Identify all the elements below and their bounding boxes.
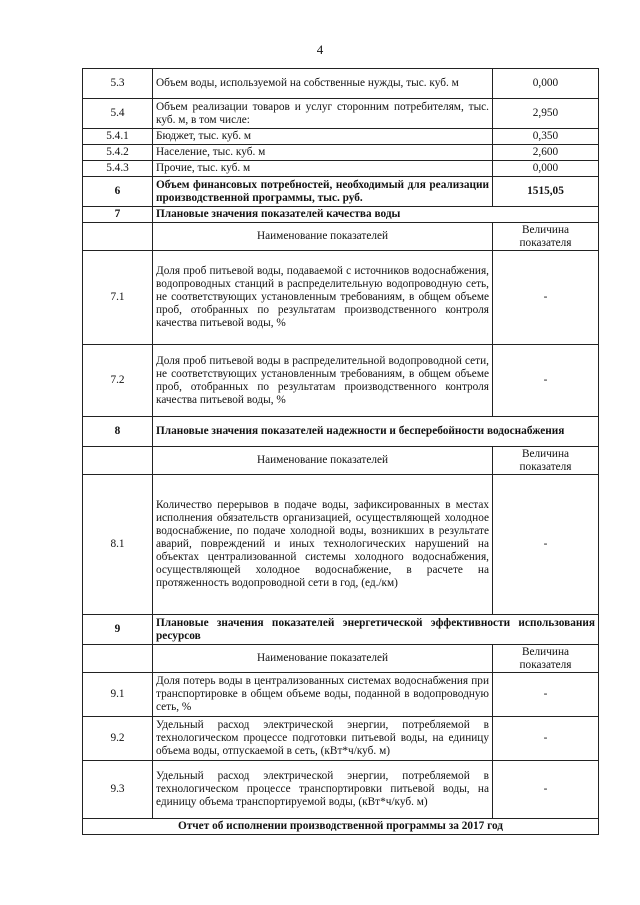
table-row xyxy=(83,99,599,129)
section-title: Плановые значения показателей энергетической эффективности использования ресурсов xyxy=(153,615,599,645)
table-row xyxy=(83,761,599,819)
section-number: 8 xyxy=(83,417,153,447)
table-row xyxy=(83,145,599,161)
row-number: 9.1 xyxy=(83,673,153,717)
section-row xyxy=(83,207,599,223)
row-number: 5.4.1 xyxy=(83,129,153,145)
row-text: Удельный расход электрической энергии, потребляемой в технологическом процессе подготовки питьевой воды, на единицу объема воды, отпускаемой в сеть, (кВт*ч/куб. м) xyxy=(153,717,493,761)
row-value: - xyxy=(493,717,599,761)
row-value: - xyxy=(493,345,599,417)
table-row xyxy=(83,673,599,717)
header-row xyxy=(83,447,599,475)
section-row xyxy=(83,615,599,645)
row-number: 9.2 xyxy=(83,717,153,761)
report-row xyxy=(83,819,599,835)
row-text: Объем реализации товаров и услуг сторонним потребителям, тыс. куб. м, в том числе: xyxy=(153,99,493,129)
row-text: Население, тыс. куб. м xyxy=(153,145,493,161)
section-number: 6 xyxy=(83,177,153,207)
table-row xyxy=(83,251,599,345)
table-row xyxy=(83,345,599,417)
row-text: Прочие, тыс. куб. м xyxy=(153,161,493,177)
row-number: 5.4.3 xyxy=(83,161,153,177)
row-text: Количество перерывов в подаче воды, зафиксированных в местах исполнения обязательств организацией, осуществляющей холодное водоснабжение, по подаче холодной воды, возникших в результате аварий, повреждений и иных технологических нарушений на объектах централизованной системы холодного водоснабжения, осуществляющей холодное водоснабжение, в расчете на протяженность водопроводной сети в год, (ед./км) xyxy=(153,475,493,615)
page-number: 4 xyxy=(316,42,324,57)
table-row xyxy=(83,177,599,207)
row-value: - xyxy=(493,761,599,819)
row-value: 0,350 xyxy=(493,129,599,145)
program-table xyxy=(82,68,599,835)
section-number: 9 xyxy=(83,615,153,645)
row-value: 2,950 xyxy=(493,99,599,129)
row-value: 0,000 xyxy=(493,69,599,99)
section-number: 7 xyxy=(83,207,153,223)
row-number: 8.1 xyxy=(83,475,153,615)
column-header-name: Наименование показателей xyxy=(153,447,493,475)
row-value: - xyxy=(493,251,599,345)
section-title: Плановые значения показателей надежности и бесперебойности водоснабжения xyxy=(153,417,599,447)
row-number: 7.1 xyxy=(83,251,153,345)
row-value: - xyxy=(493,673,599,717)
row-text: Доля проб питьевой воды, подаваемой с источников водоснабжения, водопроводных станций в распределительную водопроводную сеть, не соответствующих установленным требованиям, в общем объеме проб, отобранных по результатам производственного контроля качества питьевой воды, % xyxy=(153,251,493,345)
section-title: Объем финансовых потребностей, необходимый для реализации производственной программы, тыс. руб. xyxy=(153,177,493,207)
table-row xyxy=(83,129,599,145)
column-header-value: Величина показателя xyxy=(493,645,599,673)
table-row xyxy=(83,161,599,177)
table-row xyxy=(83,717,599,761)
row-number: 5.4 xyxy=(83,99,153,129)
column-header-name: Наименование показателей xyxy=(153,223,493,251)
section-title: Плановые значения показателей качества воды xyxy=(153,207,599,223)
row-text: Бюджет, тыс. куб. м xyxy=(153,129,493,145)
row-number: 5.3 xyxy=(83,69,153,99)
row-number: 5.4.2 xyxy=(83,145,153,161)
table-row xyxy=(83,475,599,615)
row-value: - xyxy=(493,475,599,615)
row-text: Доля проб питьевой воды в распределительной водопроводной сети, не соответствующих установленным требованиям, в общем объеме проб, отобранных по результатам производственного контроля качества питьевой воды, % xyxy=(153,345,493,417)
column-header-value: Величина показателя xyxy=(493,447,599,475)
column-header-value: Величина показателя xyxy=(493,223,599,251)
row-text: Объем воды, используемой на собственные нужды, тыс. куб. м xyxy=(153,69,493,99)
row-number: 7.2 xyxy=(83,345,153,417)
row-text: Удельный расход электрической энергии, потребляемой в технологическом процессе транспортировки питьевой воды, на единицу объема транспортируемой воды, (кВт*ч/куб. м) xyxy=(153,761,493,819)
section-row xyxy=(83,417,599,447)
report-title: Отчет об исполнении производственной программы за 2017 год xyxy=(83,819,599,835)
row-value: 2,600 xyxy=(493,145,599,161)
row-number: 9.3 xyxy=(83,761,153,819)
row-text: Доля потерь воды в централизованных системах водоснабжения при транспортировке в общем объеме воды, поданной в водопроводную сеть, % xyxy=(153,673,493,717)
row-value: 1515,05 xyxy=(493,177,599,207)
header-row xyxy=(83,223,599,251)
header-row xyxy=(83,645,599,673)
table-row xyxy=(83,69,599,99)
column-header-name: Наименование показателей xyxy=(153,645,493,673)
row-value: 0,000 xyxy=(493,161,599,177)
